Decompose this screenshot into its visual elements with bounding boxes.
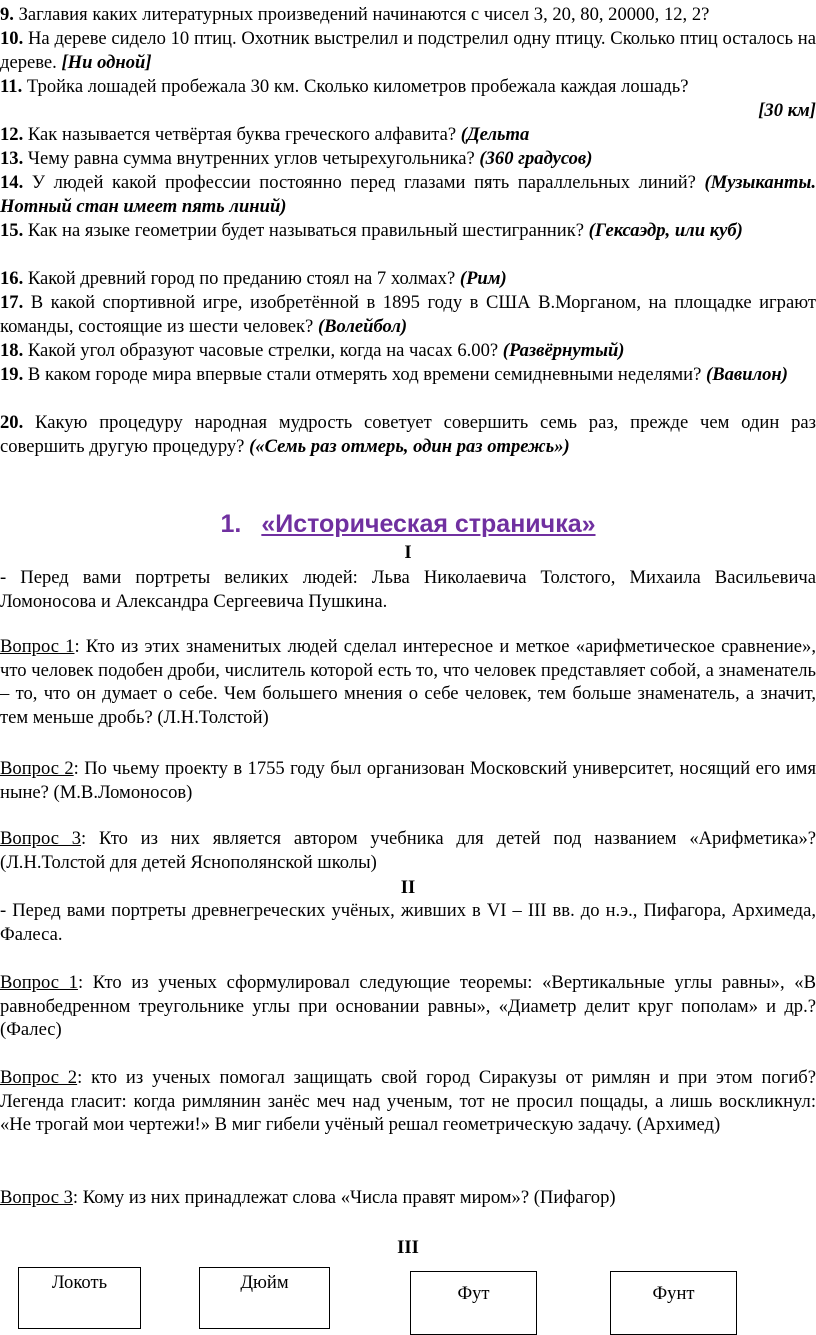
quiz-number: 9.	[0, 4, 14, 25]
section-heading	[0, 508, 816, 540]
unit-box-fut	[410, 1271, 537, 1335]
quiz-answer: (Гексаэдр, или куб)	[588, 220, 743, 241]
quiz-item-15	[0, 219, 816, 243]
quiz-item-14	[0, 171, 816, 218]
quiz-number: 12.	[0, 124, 24, 145]
question-label: Вопрос 1	[0, 972, 78, 993]
unit-box-dyuim	[199, 1267, 330, 1329]
quiz-question: Какую процедуру народная мудрость советует совершить семь раз, прежде чем один раз совершить другую процедуру?	[0, 412, 816, 457]
quiz-number: 20.	[0, 412, 24, 433]
question-text: : кто из ученых помогал защищать свой город Сиракузы от римлян и при этом погиб? Легенда гласит: когда римлянин занёс меч над ученым, тот не просил пощады, а лишь воскликнул: «Не трогай мои чертежи!» В миг гибели учёный решал геометрическую задачу. (Архимед)	[0, 1067, 816, 1135]
quiz-answer: (Развёрнутый)	[502, 340, 625, 361]
quiz-item-19	[0, 363, 816, 387]
quiz-question: Как называется четвёртая буква греческого алфавита?	[23, 124, 461, 145]
unit-box-label: Фут	[457, 1283, 490, 1304]
unit-box-label: Локоть	[51, 1272, 108, 1293]
quiz-item-11-answer	[0, 99, 816, 123]
quiz-item-17	[0, 291, 816, 338]
quiz-item-10	[0, 27, 816, 74]
quiz-item-13	[0, 147, 816, 171]
part-ii-question-3	[0, 1186, 816, 1210]
section-number: 1.	[220, 510, 242, 538]
unit-box-lokot	[18, 1267, 141, 1329]
quiz-item-11	[0, 75, 816, 99]
quiz-number: 19.	[0, 364, 24, 385]
unit-box-funt	[610, 1271, 737, 1335]
quiz-item-20	[0, 411, 816, 458]
unit-box-label: Фунт	[652, 1283, 695, 1304]
quiz-number: 16.	[0, 268, 24, 289]
part-ii-intro: - Перед вами портреты древнегреческих учёных, живших в VI – III вв. до н.э., Пифагора, Архимеда, Фалеса.	[0, 900, 816, 945]
question-text: : По чьему проекту в 1755 году был организован Московский университет, носящий его имя ныне? (М.В.Ломоносов)	[0, 758, 816, 803]
part-ii-question-2	[0, 1066, 816, 1137]
quiz-answer: (Вавилон)	[706, 364, 788, 385]
section-title: «Историческая страничка»	[261, 510, 596, 538]
part-iii-numeral: III	[397, 1237, 419, 1258]
quiz-answer: [Ни одной]	[61, 51, 152, 73]
quiz-item-16	[0, 267, 816, 291]
question-text: : Кто из них является автором учебника для детей под названием «Арифметика»? (Л.Н.Толстой для детей Яснополянской школы)	[0, 828, 816, 873]
quiz-question: Какой угол образуют часовые стрелки, когда на часах 6.00?	[23, 340, 503, 361]
quiz-item-12	[0, 123, 816, 147]
quiz-number: 18.	[0, 340, 24, 361]
quiz-answer: (Музыканты. Нотный стан имеет пять линий)	[0, 172, 816, 217]
quiz-question: На дереве сидело 10 птиц. Охотник выстрелил и подстрелил одну птицу. Сколько птиц осталось на дереве.	[0, 28, 816, 73]
quiz-question: В каком городе мира впервые стали отмерять ход времени семидневными неделями?	[23, 364, 707, 385]
quiz-answer: [30 км]	[758, 100, 816, 121]
quiz-question: Тройка лошадей пробежала 30 км. Сколько километров пробежала каждая лошадь?	[22, 76, 689, 97]
quiz-question: Как на языке геометрии будет называться правильный шестигранник?	[23, 220, 589, 241]
quiz-answer: («Семь раз отмерь, один раз отрежь»)	[249, 435, 570, 457]
quiz-question: Чему равна сумма внутренних углов четырехугольника?	[23, 148, 480, 169]
unit-box-label: Дюйм	[240, 1272, 289, 1293]
quiz-item-9	[0, 3, 816, 27]
part-ii-question-1	[0, 971, 816, 1042]
quiz-answer: (Волейбол)	[317, 315, 408, 337]
question-label: Вопрос 3	[0, 828, 82, 849]
quiz-question: В какой спортивной игре, изобретённой в 1895 году в США В.Морганом, на площадке играют команды, состоящие из шести человек?	[0, 292, 816, 337]
question-label: Вопрос 2	[0, 1067, 78, 1088]
question-label: Вопрос 2	[0, 758, 74, 779]
part-ii-numeral: II	[400, 877, 416, 898]
question-text: : Кто из ученых сформулировал следующие теоремы: «Вертикальные углы равны», «В равнобедренном треугольнике углы при основании равны», «Диаметр делит круг пополам» и др.? (Фалес)	[0, 972, 816, 1040]
part-i-question-1	[0, 635, 816, 729]
quiz-item-18	[0, 339, 816, 363]
part-i-question-2	[0, 757, 816, 804]
quiz-question: Какой древний город по преданию стоял на 7 холмах?	[23, 268, 460, 289]
quiz-question: Заглавия каких литературных произведений начинаются с чисел 3, 20, 80, 20000, 12, 2?	[13, 4, 710, 25]
question-text: : Кто из этих знаменитых людей сделал интересное и меткое «арифметическое сравнение», что человек подобен дроби, числитель которой есть то, что человек представляет собой, а знаменатель – то, что он думает о себе. Чем большего мнения о себе человек, тем больше знаменатель, а значит, тем меньше дробь? (Л.Н.Толстой)	[0, 636, 816, 728]
question-text: : Кому из них принадлежат слова «Числа правят миром»? (Пифагор)	[72, 1187, 616, 1208]
quiz-number: 13.	[0, 148, 24, 169]
quiz-answer: (Дельта	[460, 124, 530, 145]
quiz-number: 10.	[0, 28, 24, 49]
quiz-question: У людей какой профессии постоянно перед глазами пять параллельных линий?	[23, 172, 705, 193]
quiz-number: 11.	[0, 76, 23, 97]
quiz-number: 14.	[0, 172, 24, 193]
part-i-intro: - Перед вами портреты великих людей: Льва Николаевича Толстого, Михаила Васильевича Ломоносова и Александра Сергеевича Пушкина.	[0, 567, 816, 612]
quiz-number: 17.	[0, 292, 24, 313]
question-label: Вопрос 1	[0, 636, 75, 657]
part-i-numeral: I	[404, 542, 412, 563]
quiz-answer: (Рим)	[459, 268, 507, 289]
part-i-question-3	[0, 827, 816, 874]
quiz-answer: (360 градусов)	[479, 148, 593, 169]
question-label: Вопрос 3	[0, 1187, 73, 1208]
quiz-number: 15.	[0, 220, 24, 241]
